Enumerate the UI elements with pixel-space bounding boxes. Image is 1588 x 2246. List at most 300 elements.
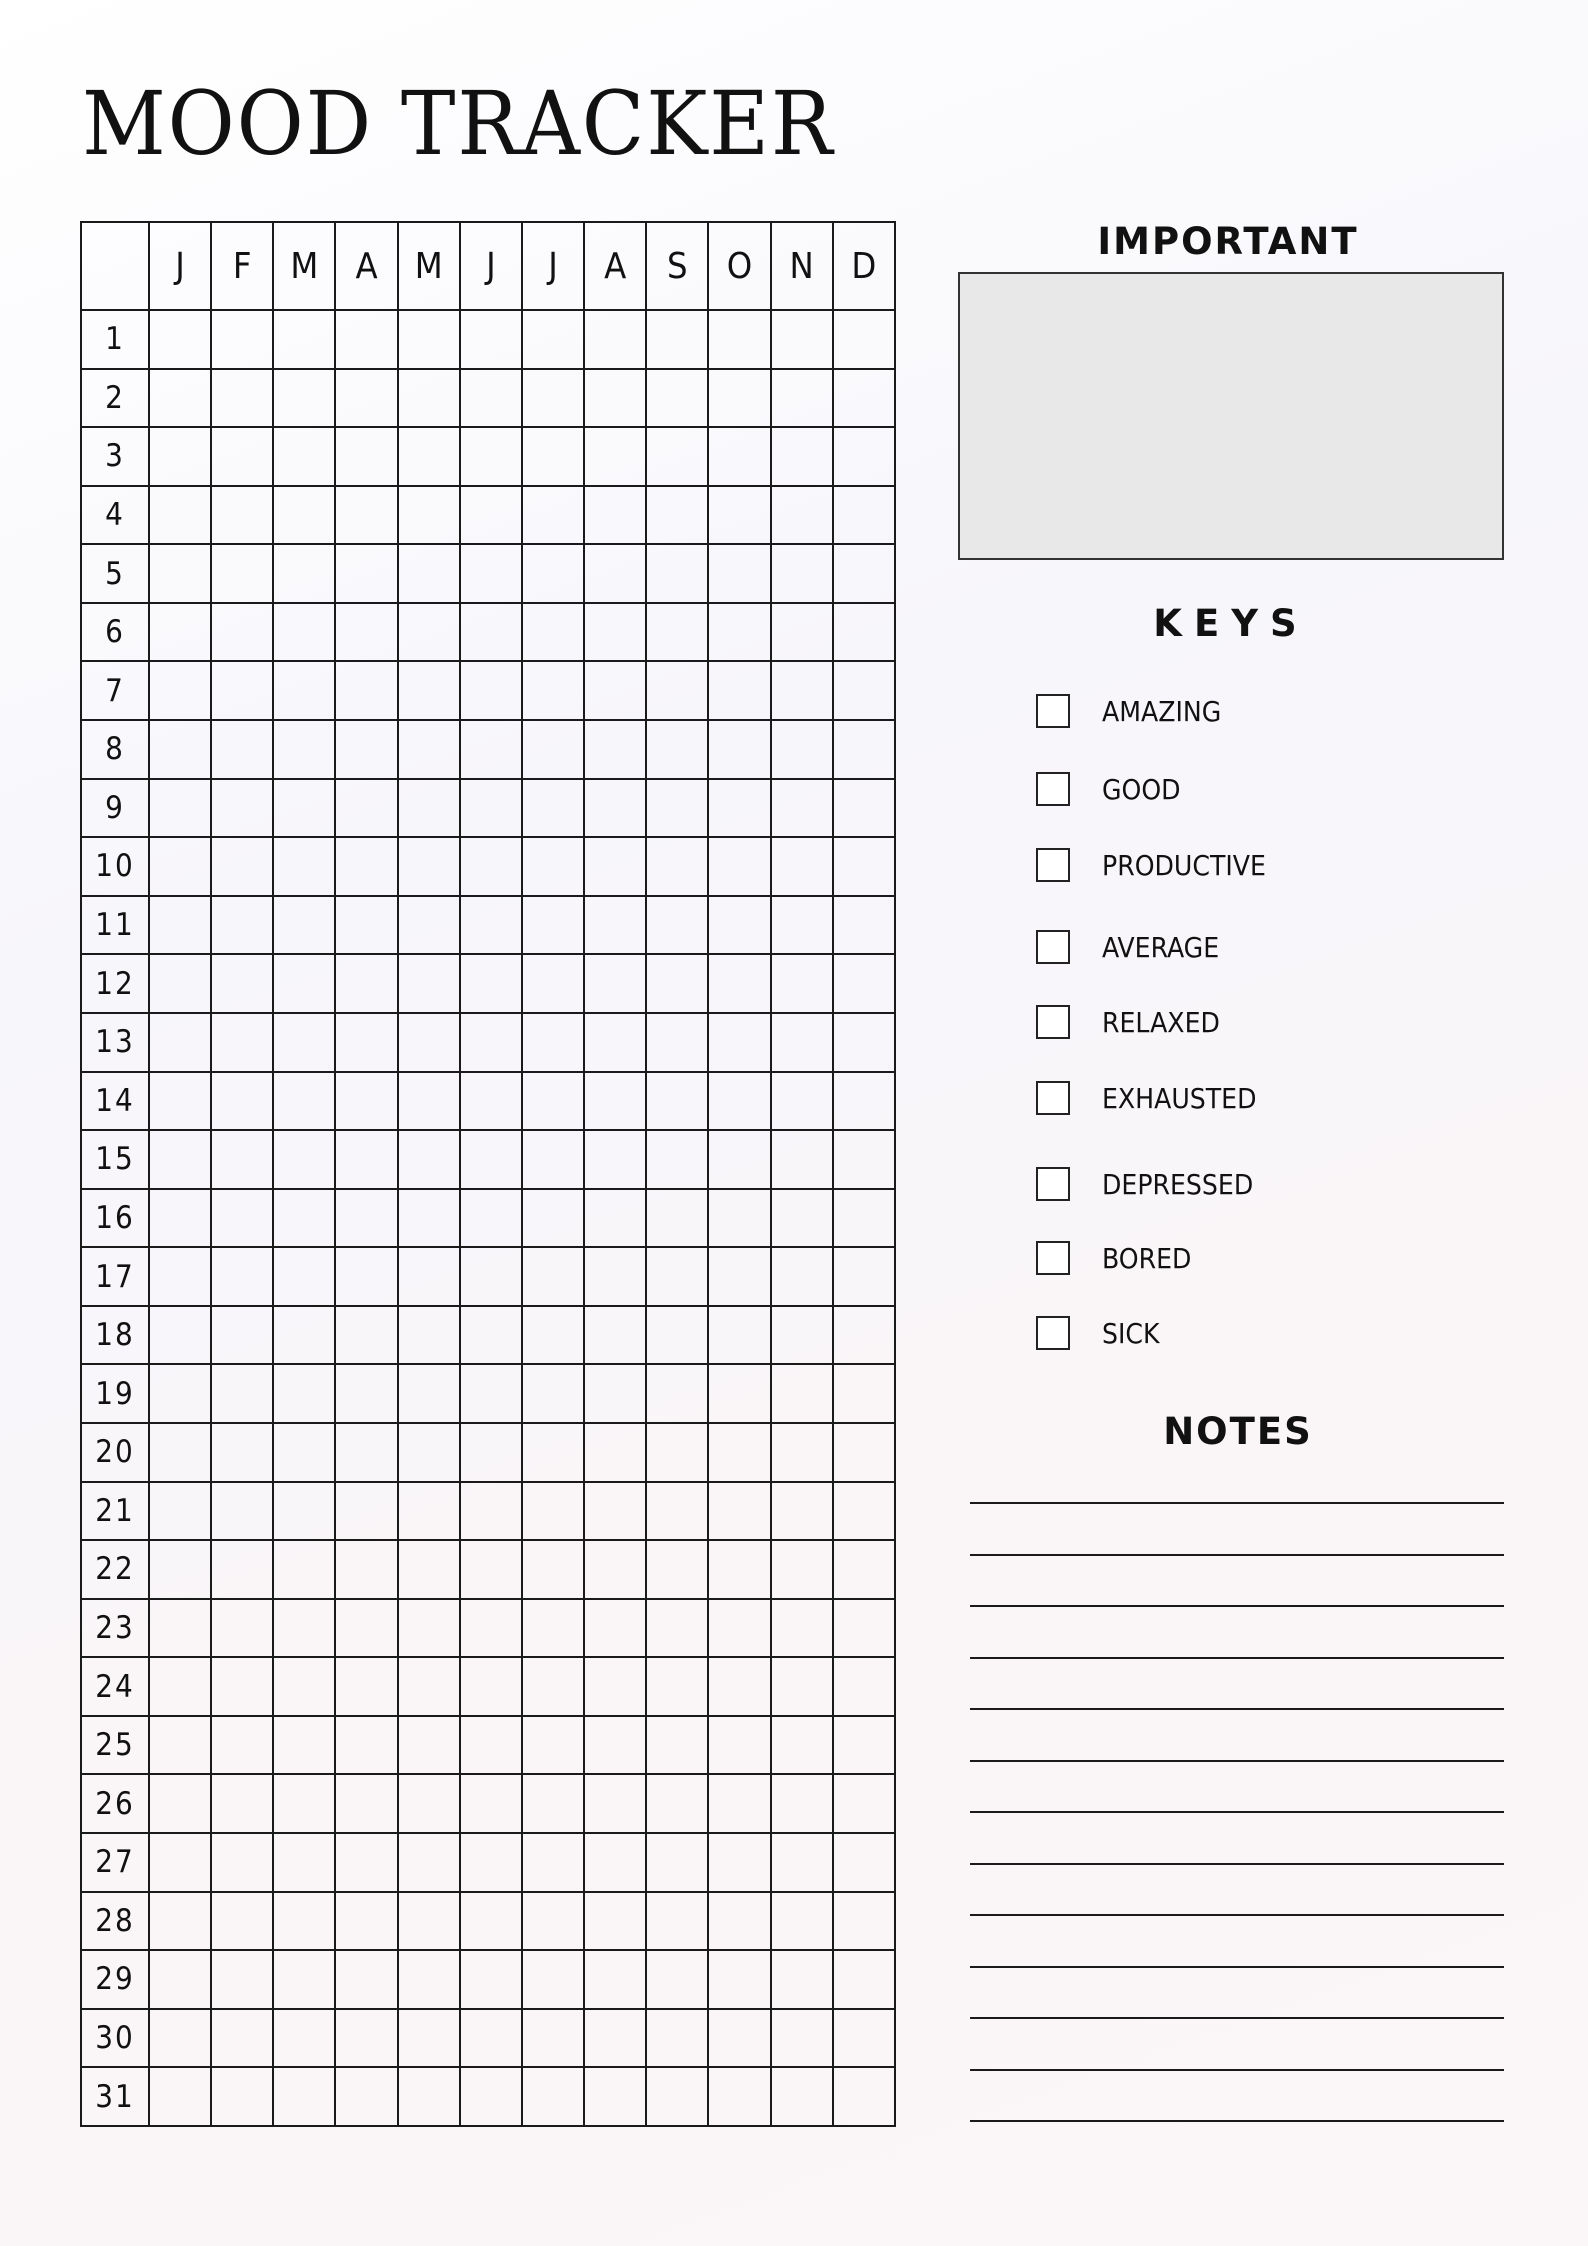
mood-cell[interactable]	[398, 1892, 460, 1951]
mood-cell[interactable]	[771, 1306, 833, 1365]
mood-cell[interactable]	[771, 1774, 833, 1833]
mood-cell[interactable]	[584, 1950, 646, 2009]
mood-cell[interactable]	[708, 486, 770, 545]
mood-cell[interactable]	[584, 661, 646, 720]
mood-cell[interactable]	[273, 720, 335, 779]
mood-cell[interactable]	[646, 661, 708, 720]
mood-cell[interactable]	[211, 1482, 273, 1541]
mood-cell[interactable]	[646, 369, 708, 428]
mood-cell[interactable]	[211, 1072, 273, 1131]
mood-cell[interactable]	[398, 1247, 460, 1306]
mood-cell[interactable]	[335, 837, 397, 896]
key-checkbox[interactable]	[1036, 694, 1070, 728]
mood-cell[interactable]	[335, 954, 397, 1013]
mood-cell[interactable]	[584, 1833, 646, 1892]
mood-cell[interactable]	[584, 1189, 646, 1248]
mood-cell[interactable]	[398, 544, 460, 603]
mood-cell[interactable]	[833, 720, 895, 779]
mood-cell[interactable]	[149, 1657, 211, 1716]
mood-cell[interactable]	[460, 896, 522, 955]
mood-cell[interactable]	[771, 779, 833, 838]
mood-cell[interactable]	[522, 1013, 584, 1072]
mood-cell[interactable]	[522, 720, 584, 779]
mood-cell[interactable]	[398, 486, 460, 545]
mood-cell[interactable]	[833, 1540, 895, 1599]
mood-cell[interactable]	[398, 2067, 460, 2126]
mood-cell[interactable]	[273, 896, 335, 955]
mood-cell[interactable]	[646, 1716, 708, 1775]
mood-cell[interactable]	[833, 486, 895, 545]
mood-cell[interactable]	[522, 2067, 584, 2126]
mood-cell[interactable]	[833, 1130, 895, 1189]
mood-cell[interactable]	[149, 779, 211, 838]
mood-cell[interactable]	[273, 1892, 335, 1951]
mood-cell[interactable]	[833, 544, 895, 603]
mood-cell[interactable]	[211, 837, 273, 896]
mood-cell[interactable]	[522, 1657, 584, 1716]
mood-cell[interactable]	[584, 1306, 646, 1365]
mood-cell[interactable]	[708, 1657, 770, 1716]
mood-cell[interactable]	[398, 779, 460, 838]
mood-cell[interactable]	[149, 1423, 211, 1482]
key-checkbox[interactable]	[1036, 1316, 1070, 1350]
note-line[interactable]	[970, 1760, 1504, 1762]
mood-cell[interactable]	[273, 1364, 335, 1423]
mood-cell[interactable]	[149, 1247, 211, 1306]
mood-cell[interactable]	[584, 310, 646, 369]
mood-cell[interactable]	[522, 837, 584, 896]
mood-cell[interactable]	[211, 1540, 273, 1599]
mood-cell[interactable]	[460, 2067, 522, 2126]
mood-cell[interactable]	[460, 1657, 522, 1716]
mood-cell[interactable]	[460, 1833, 522, 1892]
mood-cell[interactable]	[335, 1247, 397, 1306]
mood-cell[interactable]	[460, 954, 522, 1013]
key-checkbox[interactable]	[1036, 1167, 1070, 1201]
mood-cell[interactable]	[522, 310, 584, 369]
note-line[interactable]	[970, 1502, 1504, 1504]
mood-cell[interactable]	[211, 1364, 273, 1423]
mood-cell[interactable]	[708, 2067, 770, 2126]
mood-cell[interactable]	[833, 1657, 895, 1716]
mood-cell[interactable]	[149, 837, 211, 896]
mood-cell[interactable]	[273, 1833, 335, 1892]
mood-cell[interactable]	[646, 1482, 708, 1541]
key-checkbox[interactable]	[1036, 930, 1070, 964]
mood-cell[interactable]	[708, 661, 770, 720]
mood-cell[interactable]	[149, 1950, 211, 2009]
mood-cell[interactable]	[398, 837, 460, 896]
mood-cell[interactable]	[335, 1774, 397, 1833]
mood-cell[interactable]	[646, 1950, 708, 2009]
mood-cell[interactable]	[460, 1072, 522, 1131]
mood-cell[interactable]	[335, 2009, 397, 2068]
key-checkbox[interactable]	[1036, 1005, 1070, 1039]
mood-cell[interactable]	[646, 1423, 708, 1482]
mood-cell[interactable]	[273, 486, 335, 545]
mood-cell[interactable]	[149, 1540, 211, 1599]
mood-cell[interactable]	[335, 1482, 397, 1541]
mood-cell[interactable]	[273, 837, 335, 896]
mood-cell[interactable]	[273, 1247, 335, 1306]
mood-cell[interactable]	[273, 544, 335, 603]
mood-cell[interactable]	[398, 720, 460, 779]
mood-cell[interactable]	[149, 603, 211, 662]
mood-cell[interactable]	[708, 427, 770, 486]
mood-cell[interactable]	[398, 2009, 460, 2068]
mood-cell[interactable]	[646, 1013, 708, 1072]
mood-cell[interactable]	[273, 1072, 335, 1131]
mood-cell[interactable]	[273, 1013, 335, 1072]
mood-cell[interactable]	[708, 1892, 770, 1951]
mood-cell[interactable]	[771, 1833, 833, 1892]
mood-cell[interactable]	[335, 1013, 397, 1072]
note-line[interactable]	[970, 1605, 1504, 1607]
mood-cell[interactable]	[149, 1599, 211, 1658]
mood-cell[interactable]	[398, 954, 460, 1013]
mood-cell[interactable]	[584, 1364, 646, 1423]
mood-cell[interactable]	[708, 1013, 770, 1072]
mood-cell[interactable]	[460, 1540, 522, 1599]
mood-cell[interactable]	[273, 1423, 335, 1482]
mood-cell[interactable]	[833, 603, 895, 662]
mood-cell[interactable]	[460, 427, 522, 486]
mood-cell[interactable]	[708, 1950, 770, 2009]
mood-cell[interactable]	[335, 896, 397, 955]
mood-cell[interactable]	[211, 661, 273, 720]
mood-cell[interactable]	[584, 1599, 646, 1658]
mood-cell[interactable]	[273, 603, 335, 662]
mood-cell[interactable]	[211, 310, 273, 369]
mood-cell[interactable]	[833, 1716, 895, 1775]
mood-cell[interactable]	[771, 603, 833, 662]
mood-cell[interactable]	[833, 1306, 895, 1365]
mood-cell[interactable]	[335, 1540, 397, 1599]
mood-cell[interactable]	[646, 1247, 708, 1306]
mood-cell[interactable]	[460, 779, 522, 838]
mood-cell[interactable]	[335, 1599, 397, 1658]
mood-cell[interactable]	[833, 1482, 895, 1541]
mood-cell[interactable]	[522, 544, 584, 603]
mood-cell[interactable]	[771, 1540, 833, 1599]
mood-cell[interactable]	[149, 1774, 211, 1833]
mood-cell[interactable]	[398, 1716, 460, 1775]
mood-cell[interactable]	[398, 1540, 460, 1599]
mood-cell[interactable]	[771, 1657, 833, 1716]
mood-cell[interactable]	[398, 1189, 460, 1248]
key-checkbox[interactable]	[1036, 1081, 1070, 1115]
mood-cell[interactable]	[335, 1423, 397, 1482]
mood-cell[interactable]	[646, 1657, 708, 1716]
mood-cell[interactable]	[833, 1072, 895, 1131]
mood-cell[interactable]	[646, 837, 708, 896]
mood-cell[interactable]	[708, 310, 770, 369]
mood-cell[interactable]	[584, 486, 646, 545]
mood-cell[interactable]	[273, 2009, 335, 2068]
mood-cell[interactable]	[771, 1482, 833, 1541]
mood-cell[interactable]	[646, 1833, 708, 1892]
mood-cell[interactable]	[584, 1013, 646, 1072]
mood-cell[interactable]	[398, 1130, 460, 1189]
mood-cell[interactable]	[771, 427, 833, 486]
mood-cell[interactable]	[211, 1306, 273, 1365]
mood-cell[interactable]	[771, 1130, 833, 1189]
mood-cell[interactable]	[646, 896, 708, 955]
mood-cell[interactable]	[833, 1950, 895, 2009]
mood-cell[interactable]	[398, 1482, 460, 1541]
mood-cell[interactable]	[708, 1599, 770, 1658]
mood-cell[interactable]	[273, 427, 335, 486]
mood-cell[interactable]	[708, 2009, 770, 2068]
mood-cell[interactable]	[708, 1072, 770, 1131]
mood-cell[interactable]	[211, 1833, 273, 1892]
mood-cell[interactable]	[522, 1482, 584, 1541]
mood-cell[interactable]	[149, 369, 211, 428]
mood-cell[interactable]	[398, 1306, 460, 1365]
mood-cell[interactable]	[211, 896, 273, 955]
mood-cell[interactable]	[335, 1892, 397, 1951]
mood-cell[interactable]	[708, 1774, 770, 1833]
mood-cell[interactable]	[149, 2009, 211, 2068]
mood-cell[interactable]	[833, 1013, 895, 1072]
mood-cell[interactable]	[584, 2067, 646, 2126]
mood-cell[interactable]	[273, 1540, 335, 1599]
mood-cell[interactable]	[522, 1950, 584, 2009]
mood-cell[interactable]	[584, 1657, 646, 1716]
key-checkbox[interactable]	[1036, 772, 1070, 806]
mood-cell[interactable]	[646, 2067, 708, 2126]
mood-cell[interactable]	[584, 1892, 646, 1951]
mood-cell[interactable]	[771, 837, 833, 896]
mood-cell[interactable]	[708, 1482, 770, 1541]
mood-cell[interactable]	[211, 369, 273, 428]
mood-cell[interactable]	[149, 1892, 211, 1951]
mood-cell[interactable]	[833, 369, 895, 428]
mood-cell[interactable]	[522, 369, 584, 428]
mood-cell[interactable]	[522, 427, 584, 486]
mood-cell[interactable]	[149, 954, 211, 1013]
mood-cell[interactable]	[335, 1189, 397, 1248]
mood-cell[interactable]	[211, 1599, 273, 1658]
mood-cell[interactable]	[646, 1599, 708, 1658]
mood-cell[interactable]	[522, 1833, 584, 1892]
mood-cell[interactable]	[335, 779, 397, 838]
mood-cell[interactable]	[460, 2009, 522, 2068]
mood-cell[interactable]	[273, 1130, 335, 1189]
mood-cell[interactable]	[708, 1189, 770, 1248]
mood-cell[interactable]	[646, 1774, 708, 1833]
mood-cell[interactable]	[149, 2067, 211, 2126]
mood-cell[interactable]	[460, 1423, 522, 1482]
mood-cell[interactable]	[335, 1364, 397, 1423]
mood-cell[interactable]	[211, 1423, 273, 1482]
mood-cell[interactable]	[771, 954, 833, 1013]
mood-cell[interactable]	[211, 1774, 273, 1833]
mood-cell[interactable]	[460, 661, 522, 720]
mood-cell[interactable]	[771, 1950, 833, 2009]
mood-cell[interactable]	[708, 1306, 770, 1365]
mood-cell[interactable]	[149, 1013, 211, 1072]
mood-cell[interactable]	[771, 1072, 833, 1131]
mood-cell[interactable]	[211, 954, 273, 1013]
mood-cell[interactable]	[398, 1013, 460, 1072]
mood-cell[interactable]	[273, 1599, 335, 1658]
mood-cell[interactable]	[460, 1892, 522, 1951]
mood-cell[interactable]	[584, 954, 646, 1013]
mood-cell[interactable]	[646, 310, 708, 369]
mood-cell[interactable]	[771, 1189, 833, 1248]
mood-cell[interactable]	[522, 661, 584, 720]
mood-cell[interactable]	[833, 896, 895, 955]
mood-cell[interactable]	[522, 1306, 584, 1365]
mood-cell[interactable]	[522, 1130, 584, 1189]
mood-cell[interactable]	[833, 1364, 895, 1423]
mood-cell[interactable]	[708, 954, 770, 1013]
mood-cell[interactable]	[771, 1892, 833, 1951]
note-line[interactable]	[970, 1914, 1504, 1916]
important-box[interactable]	[958, 272, 1504, 560]
mood-cell[interactable]	[211, 603, 273, 662]
mood-cell[interactable]	[335, 427, 397, 486]
note-line[interactable]	[970, 2120, 1504, 2122]
mood-cell[interactable]	[211, 544, 273, 603]
note-line[interactable]	[970, 1554, 1504, 1556]
mood-cell[interactable]	[335, 1130, 397, 1189]
mood-cell[interactable]	[398, 1599, 460, 1658]
mood-cell[interactable]	[398, 896, 460, 955]
mood-cell[interactable]	[273, 1306, 335, 1365]
mood-cell[interactable]	[211, 2067, 273, 2126]
mood-cell[interactable]	[708, 837, 770, 896]
mood-cell[interactable]	[833, 1833, 895, 1892]
mood-cell[interactable]	[708, 1833, 770, 1892]
mood-cell[interactable]	[149, 1130, 211, 1189]
mood-cell[interactable]	[771, 1364, 833, 1423]
mood-cell[interactable]	[149, 896, 211, 955]
mood-cell[interactable]	[771, 661, 833, 720]
mood-cell[interactable]	[460, 1774, 522, 1833]
mood-cell[interactable]	[584, 720, 646, 779]
mood-cell[interactable]	[522, 1892, 584, 1951]
mood-cell[interactable]	[833, 661, 895, 720]
mood-cell[interactable]	[646, 720, 708, 779]
mood-cell[interactable]	[771, 1716, 833, 1775]
mood-cell[interactable]	[460, 486, 522, 545]
mood-cell[interactable]	[584, 896, 646, 955]
mood-cell[interactable]	[460, 544, 522, 603]
note-line[interactable]	[970, 1966, 1504, 1968]
mood-cell[interactable]	[646, 779, 708, 838]
mood-cell[interactable]	[149, 1072, 211, 1131]
mood-cell[interactable]	[398, 661, 460, 720]
mood-cell[interactable]	[211, 1130, 273, 1189]
mood-cell[interactable]	[335, 2067, 397, 2126]
mood-cell[interactable]	[335, 603, 397, 662]
mood-cell[interactable]	[273, 954, 335, 1013]
mood-cell[interactable]	[149, 486, 211, 545]
mood-cell[interactable]	[211, 1892, 273, 1951]
mood-cell[interactable]	[460, 1247, 522, 1306]
mood-cell[interactable]	[646, 427, 708, 486]
mood-cell[interactable]	[708, 1540, 770, 1599]
key-checkbox[interactable]	[1036, 848, 1070, 882]
mood-cell[interactable]	[833, 1892, 895, 1951]
mood-cell[interactable]	[335, 1716, 397, 1775]
mood-cell[interactable]	[211, 1950, 273, 2009]
mood-cell[interactable]	[646, 544, 708, 603]
mood-cell[interactable]	[273, 310, 335, 369]
mood-cell[interactable]	[771, 544, 833, 603]
mood-cell[interactable]	[522, 1247, 584, 1306]
mood-cell[interactable]	[460, 1189, 522, 1248]
mood-cell[interactable]	[522, 603, 584, 662]
mood-cell[interactable]	[646, 1072, 708, 1131]
mood-cell[interactable]	[398, 1657, 460, 1716]
mood-cell[interactable]	[522, 1716, 584, 1775]
mood-cell[interactable]	[149, 1716, 211, 1775]
mood-cell[interactable]	[460, 837, 522, 896]
mood-cell[interactable]	[460, 369, 522, 428]
mood-cell[interactable]	[335, 369, 397, 428]
mood-cell[interactable]	[460, 1130, 522, 1189]
mood-cell[interactable]	[149, 310, 211, 369]
mood-cell[interactable]	[522, 896, 584, 955]
note-line[interactable]	[970, 2017, 1504, 2019]
mood-cell[interactable]	[522, 1599, 584, 1658]
mood-cell[interactable]	[149, 1482, 211, 1541]
mood-cell[interactable]	[335, 1950, 397, 2009]
mood-cell[interactable]	[833, 954, 895, 1013]
mood-cell[interactable]	[708, 1364, 770, 1423]
mood-cell[interactable]	[211, 2009, 273, 2068]
mood-cell[interactable]	[211, 720, 273, 779]
mood-cell[interactable]	[771, 486, 833, 545]
mood-cell[interactable]	[584, 1072, 646, 1131]
mood-cell[interactable]	[211, 779, 273, 838]
mood-cell[interactable]	[273, 661, 335, 720]
mood-cell[interactable]	[460, 1482, 522, 1541]
mood-cell[interactable]	[771, 1013, 833, 1072]
mood-cell[interactable]	[584, 1423, 646, 1482]
mood-cell[interactable]	[149, 1306, 211, 1365]
mood-cell[interactable]	[522, 1189, 584, 1248]
mood-cell[interactable]	[646, 954, 708, 1013]
mood-cell[interactable]	[522, 486, 584, 545]
mood-cell[interactable]	[522, 1072, 584, 1131]
mood-cell[interactable]	[335, 486, 397, 545]
mood-cell[interactable]	[771, 1599, 833, 1658]
mood-cell[interactable]	[398, 310, 460, 369]
mood-cell[interactable]	[833, 2009, 895, 2068]
mood-cell[interactable]	[771, 2009, 833, 2068]
mood-cell[interactable]	[273, 1716, 335, 1775]
mood-cell[interactable]	[708, 544, 770, 603]
mood-cell[interactable]	[584, 1774, 646, 1833]
mood-cell[interactable]	[708, 720, 770, 779]
mood-cell[interactable]	[646, 1364, 708, 1423]
mood-cell[interactable]	[149, 1364, 211, 1423]
mood-cell[interactable]	[584, 2009, 646, 2068]
mood-cell[interactable]	[522, 1423, 584, 1482]
note-line[interactable]	[970, 1811, 1504, 1813]
mood-cell[interactable]	[833, 427, 895, 486]
mood-cell[interactable]	[149, 1189, 211, 1248]
mood-cell[interactable]	[833, 1774, 895, 1833]
mood-cell[interactable]	[584, 544, 646, 603]
mood-cell[interactable]	[335, 720, 397, 779]
mood-cell[interactable]	[584, 1540, 646, 1599]
mood-cell[interactable]	[335, 661, 397, 720]
